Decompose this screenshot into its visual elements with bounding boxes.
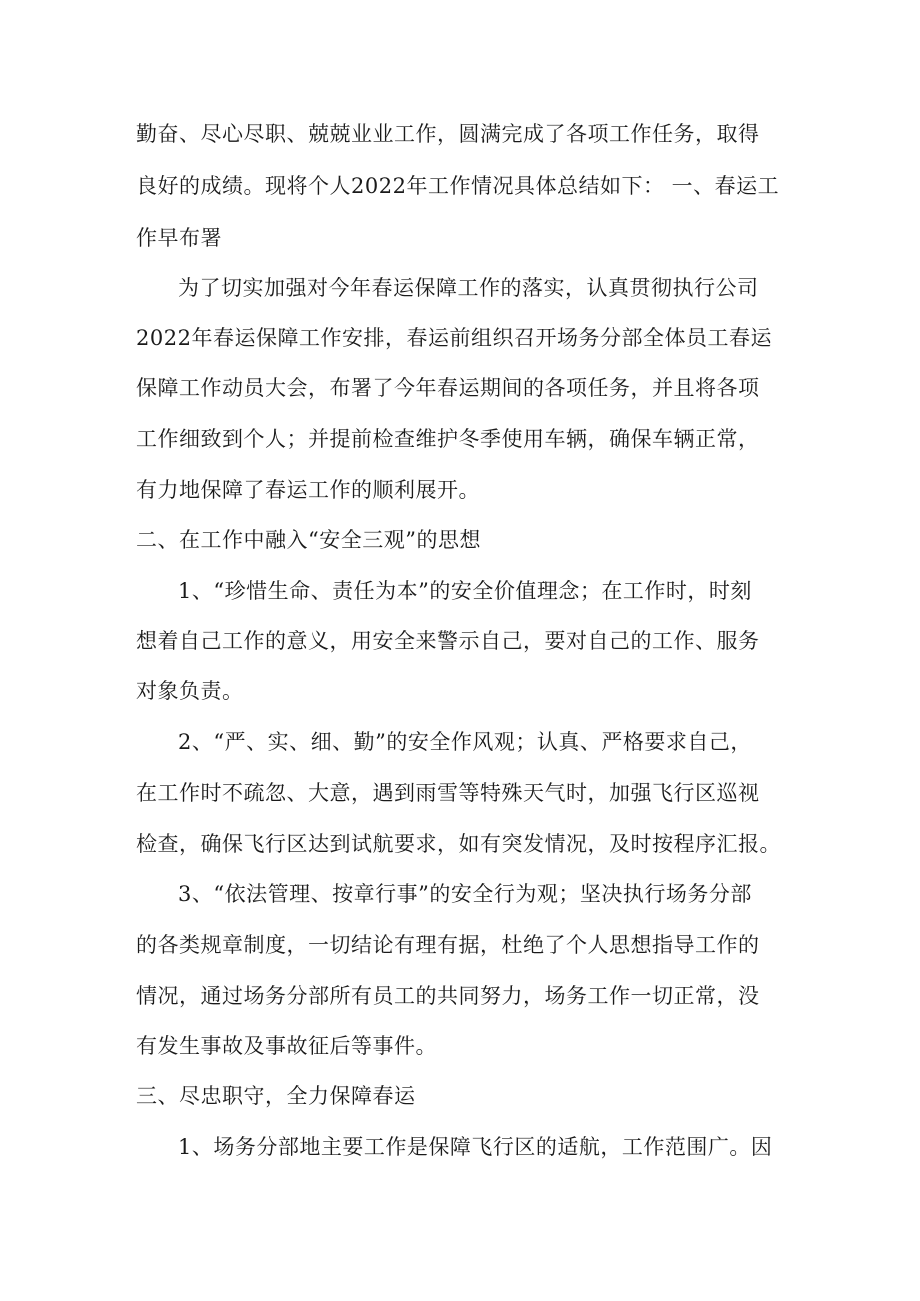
- text-line: 对象负责。: [136, 679, 244, 703]
- text-line: 的各类规章制度，一切结论有理有据，杜绝了个人思想指导工作的: [136, 933, 760, 957]
- paragraph-first-line: 为了切实加强对今年春运保障工作的落实，认真贯彻执行公司: [178, 276, 759, 300]
- paragraph-first-line: 1、“珍惜生命、责任为本”的安全价值理念；在工作时，时刻: [178, 579, 752, 603]
- paragraph-first-line: 1、场务分部地主要工作是保障飞行区的适航，工作范围广。因: [178, 1135, 773, 1159]
- text-line: 2022年春运保障工作安排，春运前组织召开场务分部全体员工春运: [136, 326, 772, 350]
- text-line: 情况，通过场务分部所有员工的共同努力，场务工作一切正常，没: [136, 984, 760, 1008]
- text-line: 良好的成绩。现将个人2022年工作情况具体总结如下： 一、春运工: [136, 174, 780, 198]
- text-line: 保障工作动员大会，布署了今年春运期间的各项任务，并且将各项: [136, 376, 760, 400]
- text-line: 勤奋、尽心尽职、兢兢业业工作，圆满完成了各项工作任务，取得: [136, 122, 760, 146]
- text-line: 检查，确保飞行区达到试航要求，如有突发情况，及时按程序汇报。: [136, 832, 781, 856]
- text-line: 有力地保障了春运工作的顺利展开。: [136, 478, 480, 502]
- text-line: 作早布署: [136, 226, 222, 250]
- text-line: 有发生事故及事故征后等事件。: [136, 1034, 437, 1058]
- section-heading: 三、尽忠职守，全力保障春运: [136, 1084, 416, 1108]
- text-line: 想着自己工作的意义，用安全来警示自己，要对自己的工作、服务: [136, 629, 760, 653]
- paragraph-first-line: 2、“严、实、细、勤”的安全作风观；认真、严格要求自己，: [178, 730, 752, 754]
- section-heading: 二、在工作中融入“安全三观”的思想: [136, 528, 481, 552]
- text-line: 在工作时不疏忽、大意，遇到雨雪等特殊天气时，加强飞行区巡视: [136, 781, 760, 805]
- paragraph-first-line: 3、“依法管理、按章行事”的安全行为观；坚决执行场务分部: [178, 882, 752, 906]
- text-line: 工作细致到个人；并提前检查维护冬季使用车辆，确保车辆正常，: [136, 427, 760, 451]
